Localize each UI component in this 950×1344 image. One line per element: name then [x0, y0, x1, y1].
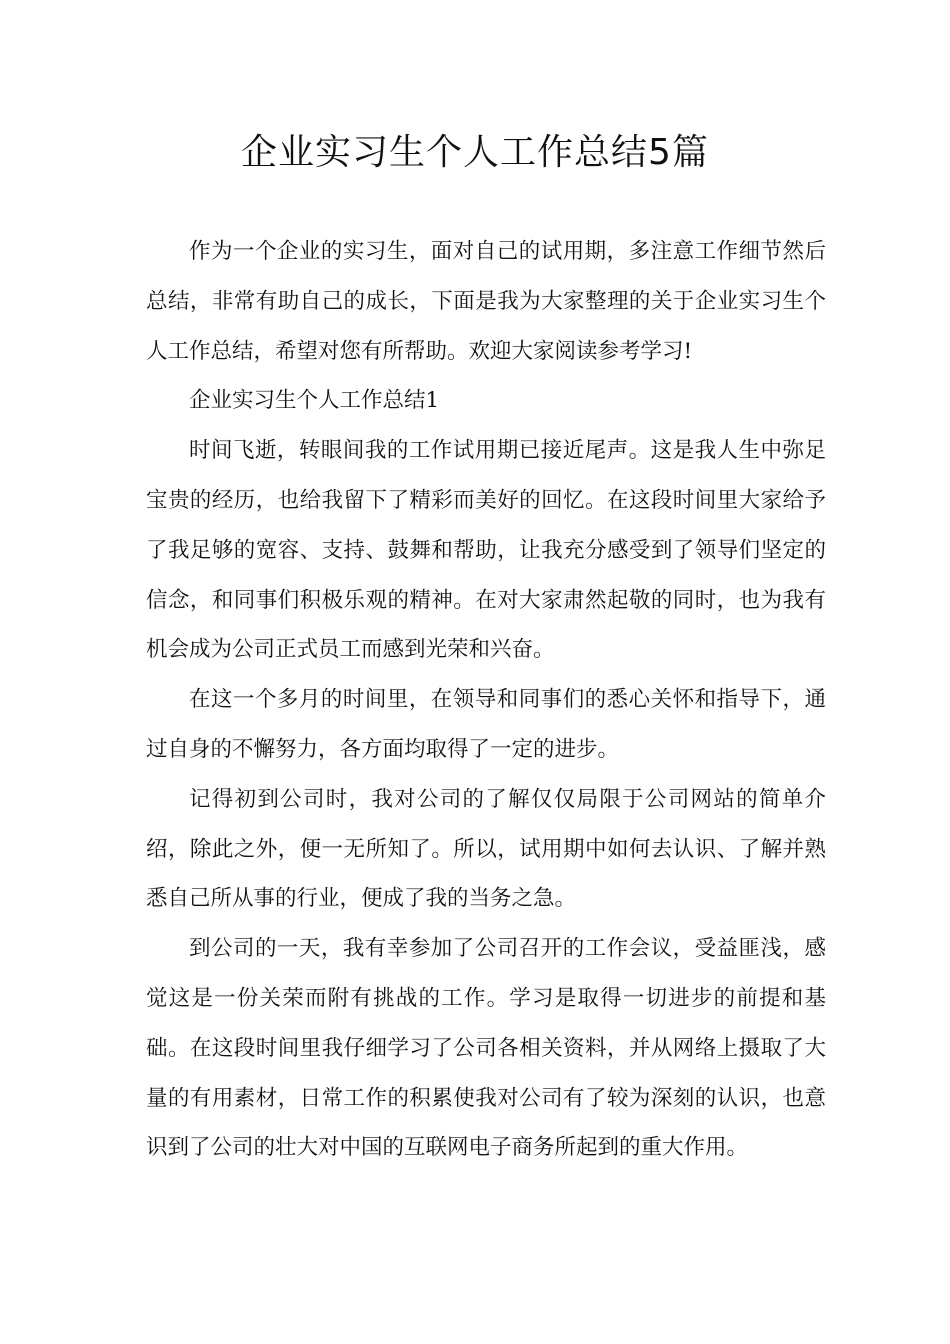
- document-body: [146, 227, 826, 1173]
- document-title: 企业实习生个人工作总结5篇: [241, 132, 709, 173]
- body-paragraph: 记得初到公司时，我对公司的了解仅仅局限于公司网站的简单介绍，除此之外，便一无所知了。所以，试用期中如何去认识、了解并熟悉自己所从事的行业，便成了我的当务之急。: [146, 786, 826, 912]
- body-paragraph: 时间飞逝，转眼间我的工作试用期已接近尾声。这是我人生中弥足宝贵的经历，也给我留下了精彩而美好的回忆。在这段时间里大家给予了我足够的宽容、支持、鼓舞和帮助，让我充分感受到了领导们坚定的信念，和同事们积极乐观的精神。在对大家肃然起敬的同时，也为我有机会成为公司正式员工而感到光荣和兴奋。: [146, 438, 826, 663]
- section-heading: 企业实习生个人工作总结1: [189, 388, 440, 414]
- body-paragraph: 在这一个多月的时间里，在领导和同事们的悉心关怀和指导下，通过自身的不懈努力，各方面均取得了一定的进步。: [146, 687, 826, 762]
- intro-paragraph: 作为一个企业的实习生，面对自己的试用期，多注意工作细节然后总结，非常有助自己的成长，下面是我为大家整理的关于企业实习生个人工作总结，希望对您有所帮助。欢迎大家阅读参考学习!: [146, 239, 826, 364]
- body-paragraph: 到公司的一天，我有幸参加了公司召开的工作会议，受益匪浅，感觉这是一份关荣而附有挑战的工作。学习是取得一切进步的前提和基础。在这段时间里我仔细学习了公司各相关资料，并从网络上摄取了大量的有用素材，日常工作的积累使我对公司有了较为深刻的认识，也意识到了公司的壮大对中国的互联网电子商务所起到的重大作用。: [146, 936, 826, 1161]
